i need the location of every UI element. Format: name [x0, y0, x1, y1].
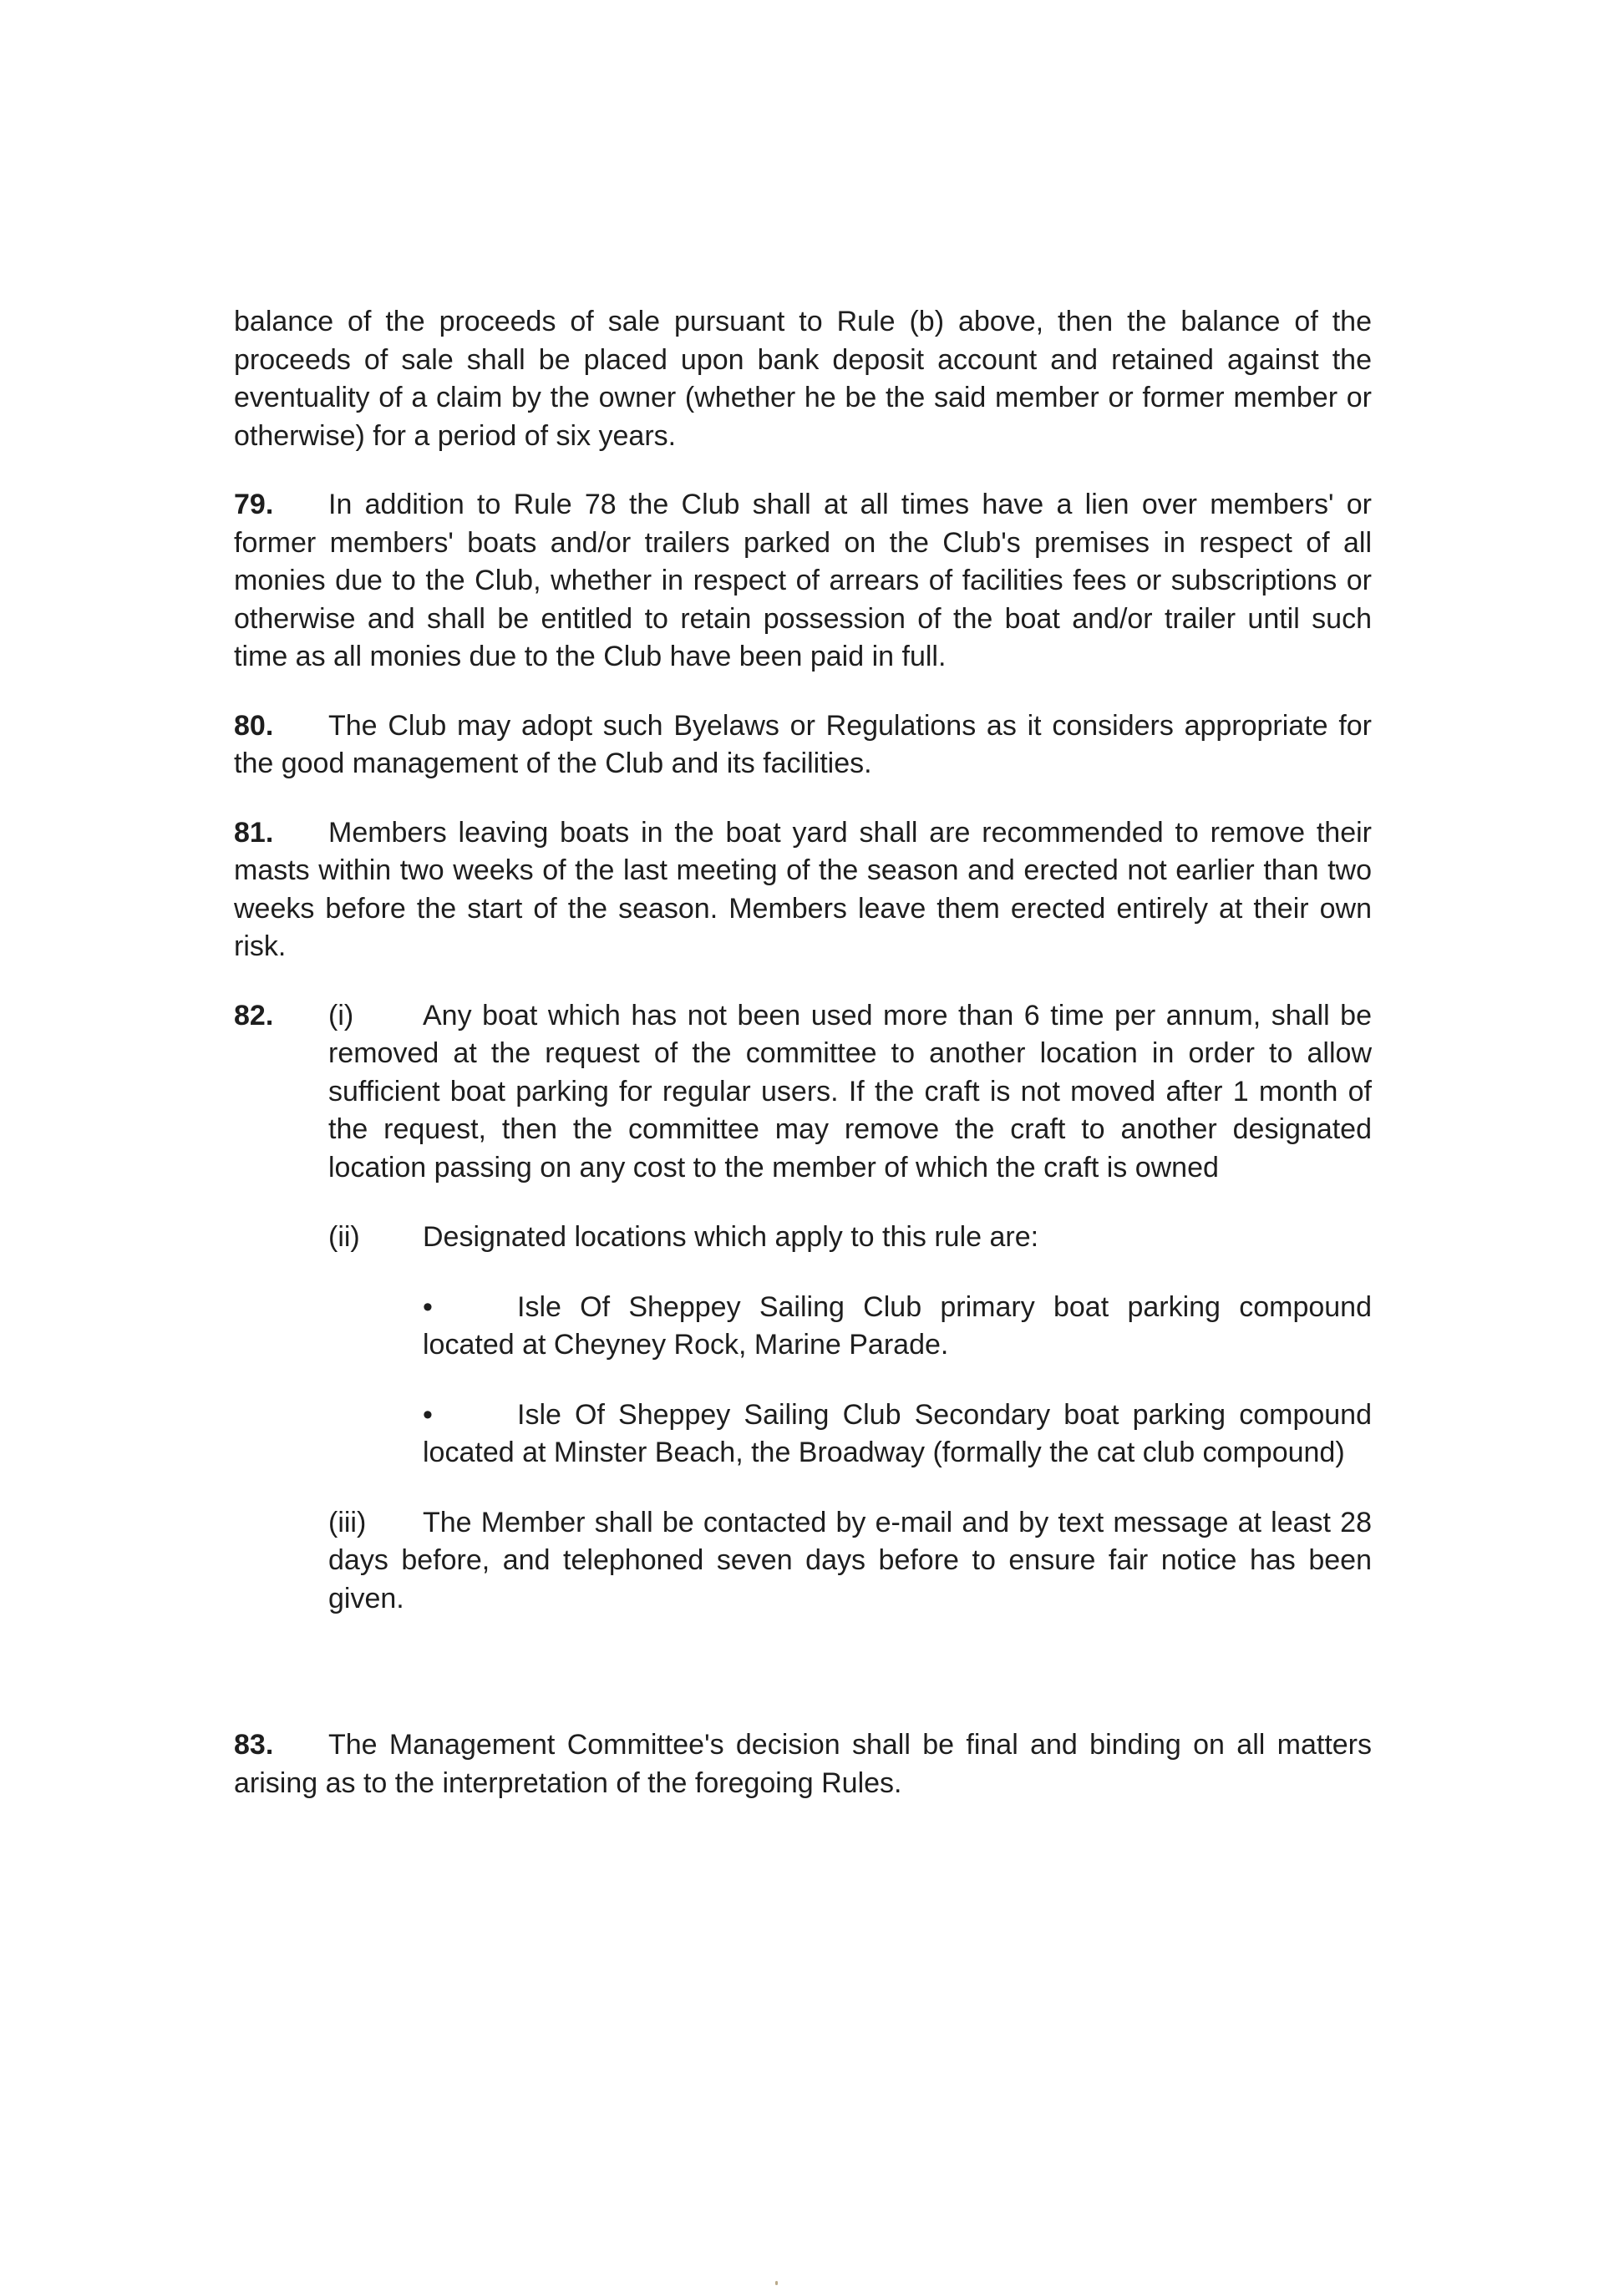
- location-bullet: [423, 1396, 1372, 1472]
- rule-81: [234, 814, 1372, 966]
- bullet-icon: •: [423, 1398, 433, 1431]
- sub-label: (ii): [328, 1221, 360, 1253]
- rule-82-sub-i: [328, 997, 1372, 1188]
- rule-79: [234, 486, 1372, 677]
- rule-83: [234, 1726, 1372, 1802]
- bullet-text: Isle Of Sheppey Sailing Club primary boat parking compound located at Cheyney Rock, Marine Parade.: [423, 1290, 1372, 1361]
- rule-text: Members leaving boats in the boat yard shall are recommended to remove their masts within two weeks of the last meeting of the season and erected not earlier than two weeks before the start of the season. Members leave them erected entirely at their own risk.: [234, 816, 1372, 962]
- rule-number: 80.: [234, 709, 274, 742]
- sub-text: Designated locations which apply to this rule are:: [423, 1221, 1039, 1253]
- rule-80: [234, 707, 1372, 783]
- continuation-paragraph: balance of the proceeds of sale pursuant to Rule (b) above, then the balance of the proceeds of sale shall be placed upon bank deposit account and retained against the eventuality of a claim by the owner (whether he be the said member or former member or otherwise) for a period of six years.: [234, 306, 1372, 452]
- rule-number: 83.: [234, 1729, 274, 1761]
- scan-speck: [775, 2281, 778, 2285]
- rule-82: [234, 997, 1372, 1619]
- rule-number: 81.: [234, 816, 274, 849]
- rule-text: The Club may adopt such Byelaws or Regulations as it considers appropriate for the good management of the Club and its facilities.: [234, 709, 1372, 779]
- sub-text: Any boat which has not been used more than 6 time per annum, shall be removed at the request of the committee to another location in order to allow sufficient boat parking for regular users. If the craft is not moved after 1 month of the request, then the committee may remove the craft to another designated location passing on any cost to the member of which the craft is owned: [328, 999, 1372, 1183]
- sub-label: (i): [328, 999, 354, 1031]
- sub-label: (iii): [328, 1506, 367, 1538]
- bullet-text: Isle Of Sheppey Sailing Club Secondary boat parking compound located at Minster Beach, the Broadway (formally the cat club compound): [423, 1398, 1372, 1468]
- rule-82-sub-iii: [328, 1504, 1372, 1619]
- sub-text: The Member shall be contacted by e-mail and by text message at least 28 days before, and telephoned seven days before to ensure fair notice has been given.: [328, 1506, 1372, 1614]
- rule-number: 79.: [234, 489, 274, 520]
- document-page: [234, 303, 1372, 1802]
- bullet-icon: •: [423, 1290, 433, 1323]
- rule-82-sub-ii: [328, 1219, 1372, 1257]
- rule-text: The Management Committee's decision shall be final and binding on all matters arising as to the interpretation of the foregoing Rules.: [234, 1729, 1372, 1799]
- rule-number: 82.: [234, 999, 274, 1031]
- rule-text: In addition to Rule 78 the Club shall at all times have a lien over members' or former members' boats and/or trailers parked on the Club's premises in respect of all monies due to the Club, whether in respect of arrears of facilities fees or subscriptions or otherwise and shall be entitled to retain possession of the boat and/or trailer until such time as all monies due to the Club have been paid in full.: [234, 489, 1372, 672]
- location-bullet: [423, 1289, 1372, 1365]
